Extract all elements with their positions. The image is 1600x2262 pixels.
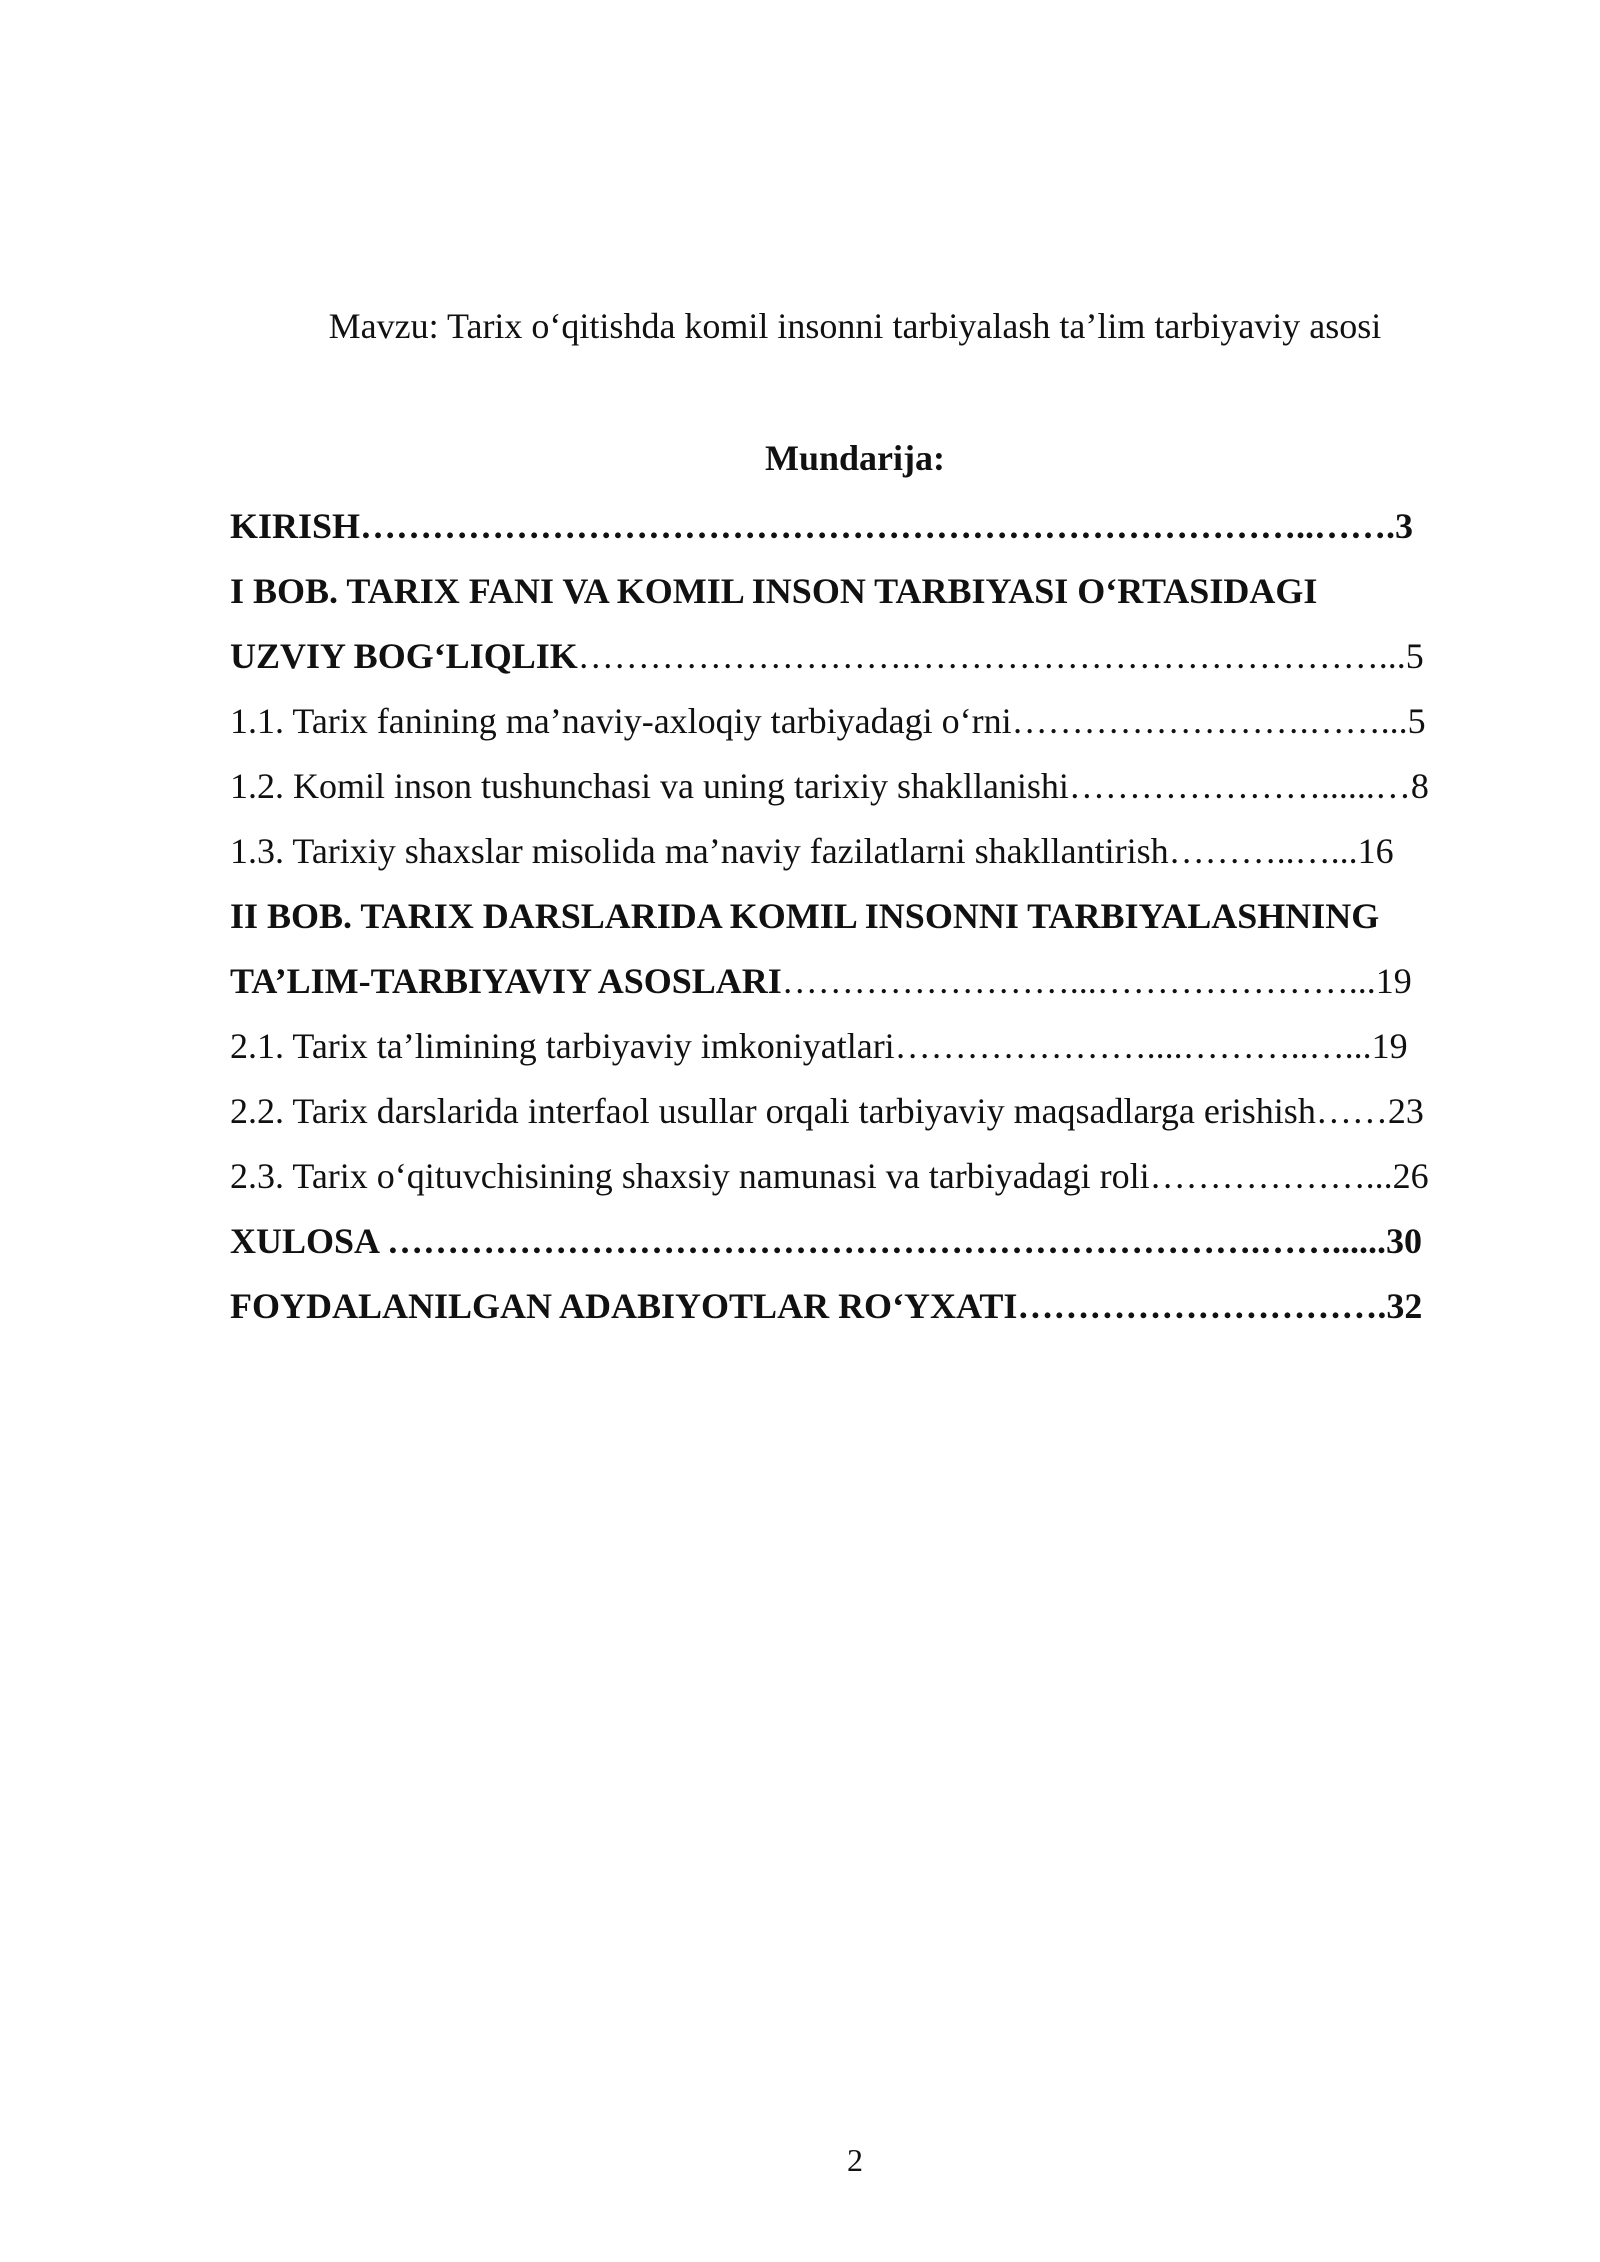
toc-entry-text: 1.1. Tarix fanining ma’naviy-axloqiy tarbiyadagi o‘rni…………………….……...5 (230, 701, 1426, 741)
toc-entry-text: KIRISH……………………………………………………………………..…….3 (230, 506, 1414, 546)
toc-entry-chapter-2-line-1 (230, 888, 1500, 953)
toc-entry-text: 1.2. Komil inson tushunchasi va uning tarixiy shakllanishi…………………......…8 (230, 766, 1429, 806)
document-topic: Mavzu: Tarix o‘qitishda komil insonni tarbiyalash ta’lim tarbiyaviy asosi (328, 306, 1382, 346)
toc-entry-section-1-1 (230, 693, 1500, 758)
toc-entry-section-2-3 (230, 1148, 1500, 1213)
toc-heading: Mundarija: (765, 438, 945, 478)
toc-entry-chapter-1-line-2 (230, 628, 1500, 693)
toc-entry-section-1-2 (230, 758, 1500, 823)
toc-entry-text: II BOB. TARIX DARSLARIDA KOMIL INSONNI TARBIYALASHNING (230, 896, 1380, 936)
toc-entry-kirish (230, 498, 1500, 563)
toc-entry-text: I BOB. TARIX FANI VA KOMIL INSON TARBIYASI O‘RTASIDAGI (230, 571, 1318, 611)
toc-entry-section-1-3 (230, 823, 1500, 888)
toc-entry-text: 1.3. Tarixiy shaxslar misolida ma’naviy fazilatlarni shakllantirish………..…...16 (230, 831, 1394, 871)
table-of-contents (230, 498, 1500, 1343)
toc-entry-leader: ……………………...…………………...19 (781, 961, 1412, 1001)
toc-entry-text: FOYDALANILGAN ADABIYOTLAR RO‘YXATI………………………….32 (230, 1286, 1423, 1326)
toc-entry-section-2-1 (230, 1018, 1500, 1083)
toc-entry-text: XULOSA ……………………………………………………………….……......30 (230, 1221, 1423, 1261)
toc-entry-title: UZVIY BOG‘LIQLIK (230, 636, 578, 676)
toc-entry-title: TA’LIM-TARBIYAVIY ASOSLARI (230, 961, 782, 1001)
toc-entry-xulosa (230, 1213, 1500, 1278)
toc-entry-section-2-2 (230, 1083, 1500, 1148)
toc-entry-text: 2.1. Tarix ta’limining tarbiyaviy imkoniyatlari…………………....………..…...19 (230, 1026, 1408, 1066)
toc-entry-leader: ……………………….…………………………………...5 (577, 636, 1424, 676)
toc-entry-chapter-1-line-1 (230, 563, 1500, 628)
page-number: 2 (847, 2142, 863, 2178)
toc-entry-text: 2.3. Tarix o‘qituvchisining shaxsiy namunasi va tarbiyadagi roli………………...26 (230, 1156, 1429, 1196)
toc-entry-text: 2.2. Tarix darslarida interfaol usullar orqali tarbiyaviy maqsadlarga erishish……23 (230, 1091, 1424, 1131)
toc-entry-chapter-2-line-2 (230, 953, 1500, 1018)
toc-entry-references (230, 1278, 1500, 1343)
